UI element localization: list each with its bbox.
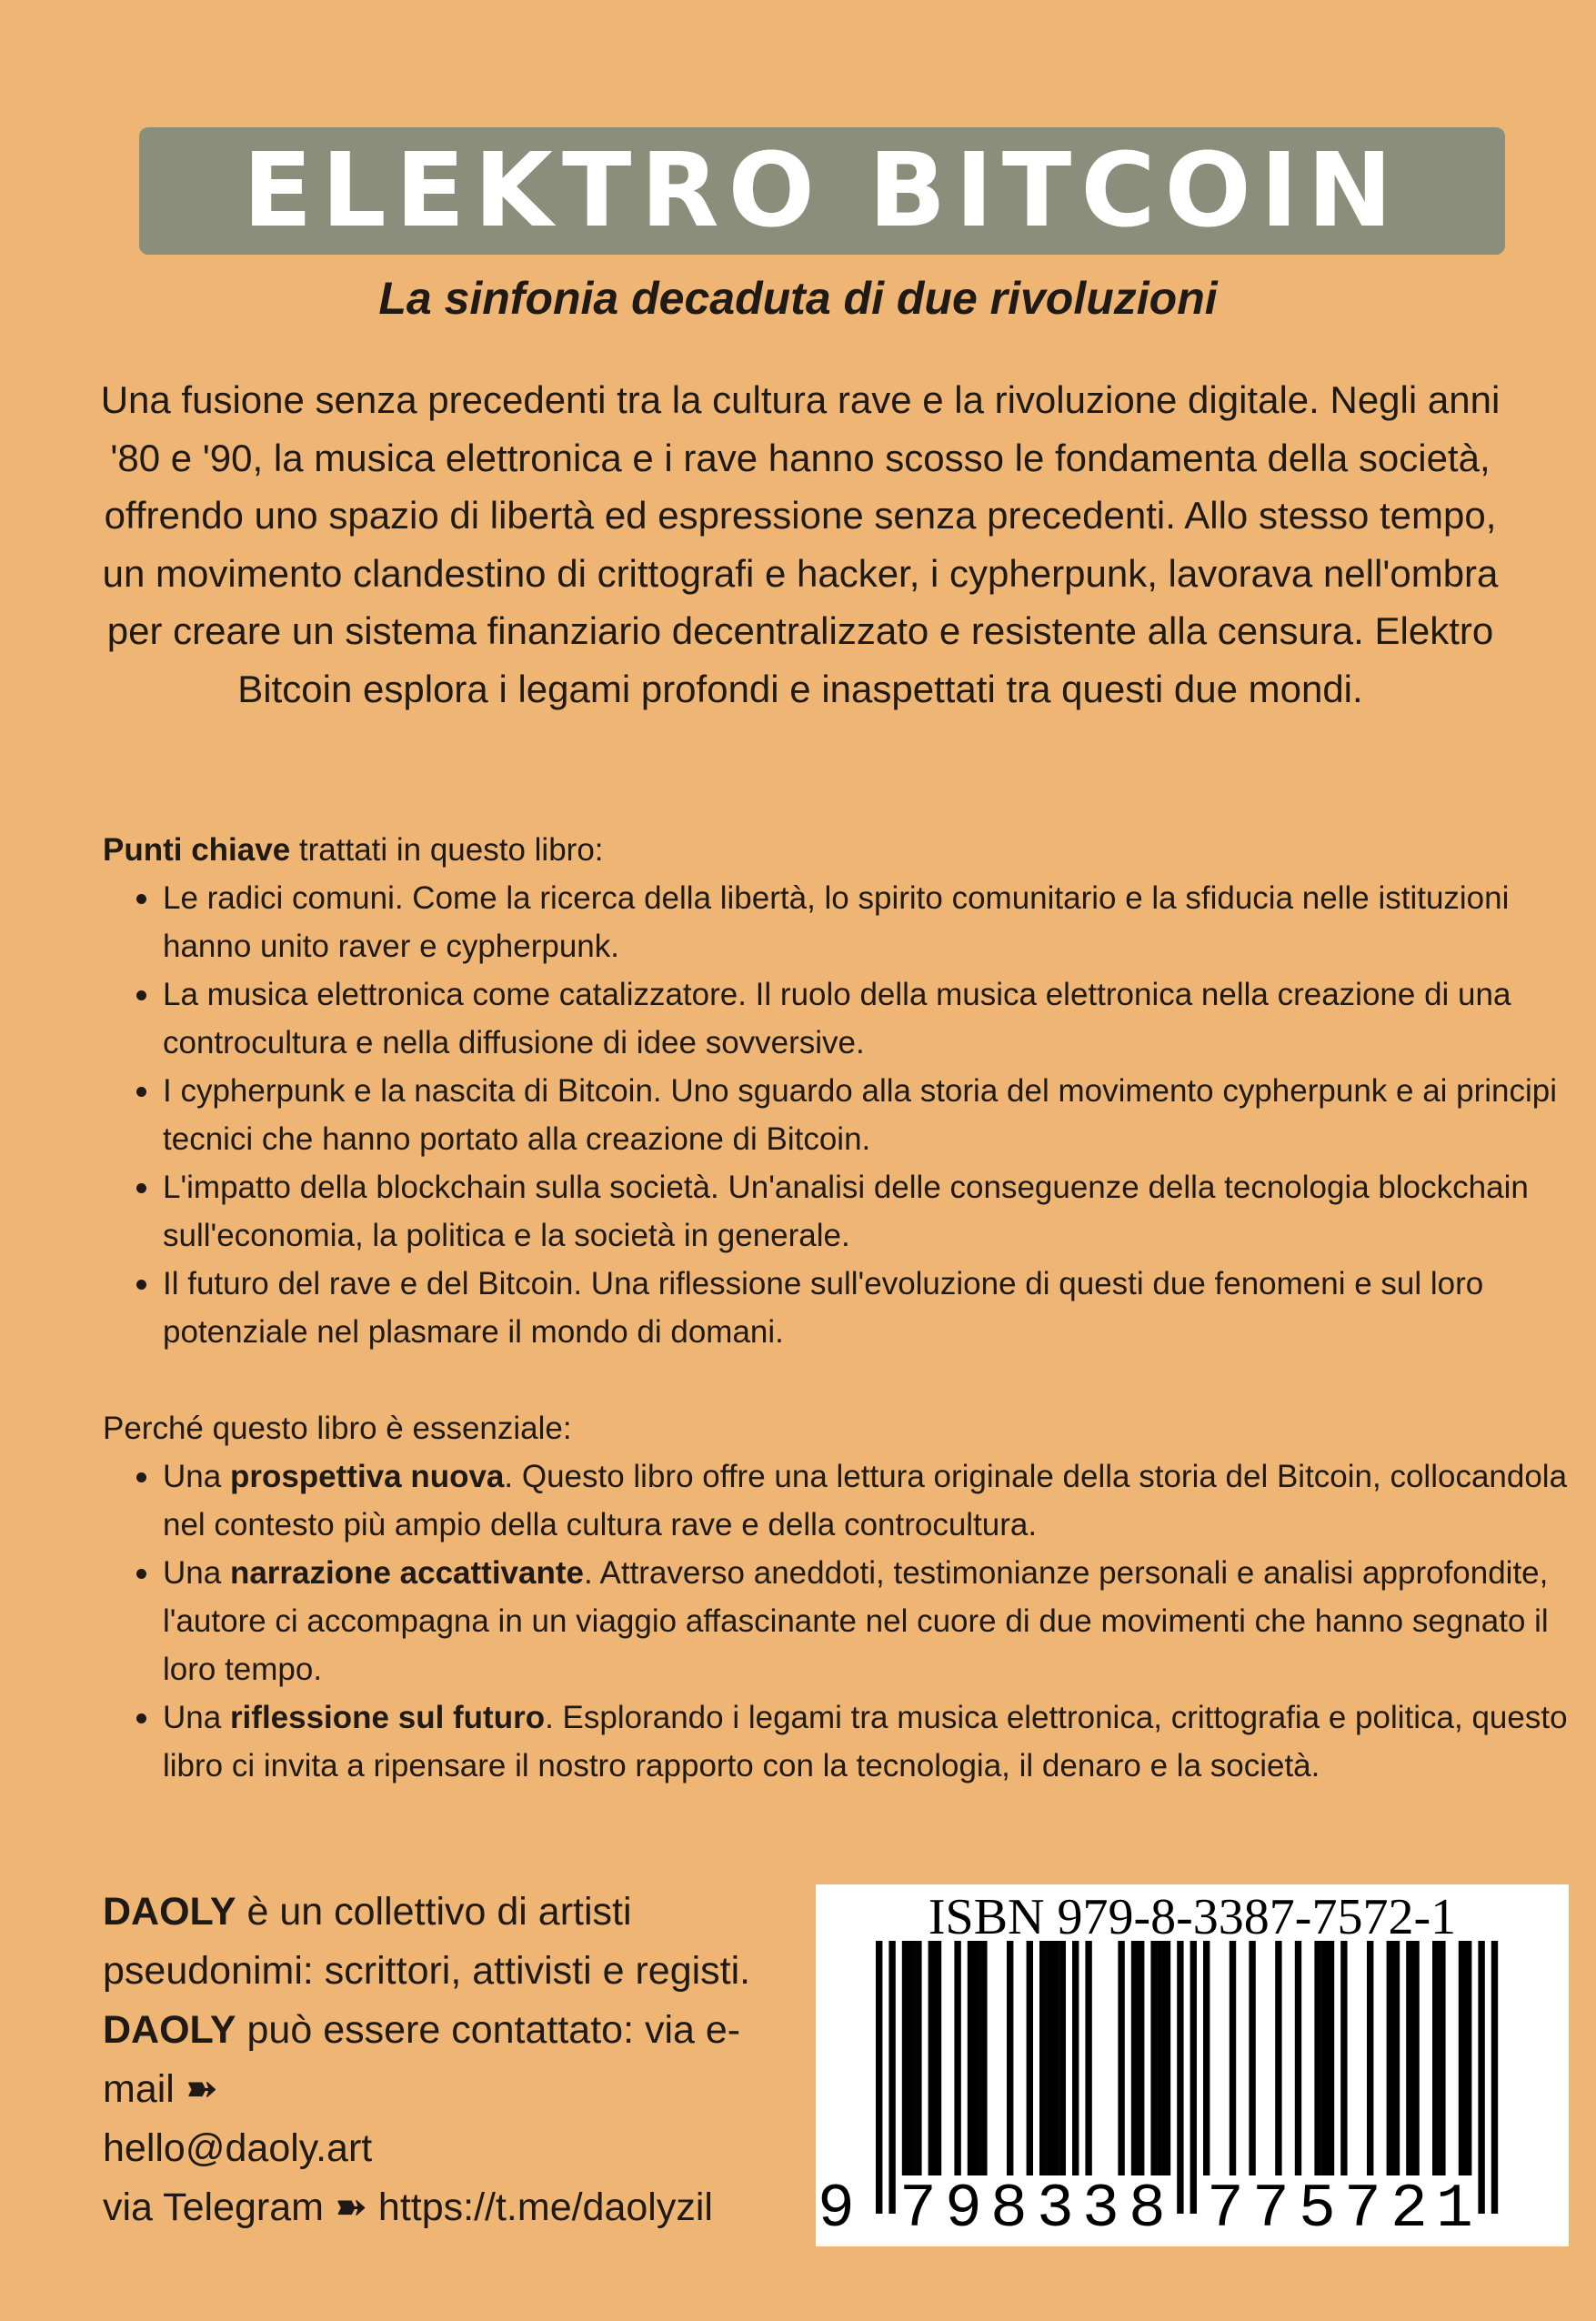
barcode-digits (816, 2174, 1569, 2246)
barcode-bar (1459, 1941, 1465, 2175)
barcode-bar (1275, 1941, 1281, 2175)
key-points-list (103, 874, 1585, 1356)
list-item (163, 1693, 1585, 1790)
key-points-lead-rest: trattati in questo libro: (290, 832, 604, 868)
why-essential-lead: Perché questo libro è essenziale: (103, 1411, 572, 1446)
barcode-bar (1412, 1941, 1419, 2175)
barcode-bar (1465, 1941, 1471, 2175)
barcode-guard-bar (888, 1941, 895, 2214)
barcode-bar (1150, 1941, 1157, 2175)
barcode-bar (1007, 1941, 1013, 2175)
list-item: La musica elettronica come catalizzatore. Il ruolo della musica elettronica nella creazione di una controcultura e nella diffusione di idee sovversive. (163, 970, 1585, 1067)
item-prefix: Una (163, 1700, 230, 1735)
barcode-digit: 9 (818, 2175, 855, 2245)
barcode-digit: 3 (1082, 2175, 1119, 2245)
author-text: è un collettivo di artisti pseudonimi: scrittori, attivisti e registi. (103, 1890, 751, 1993)
item-prefix: Una (163, 1459, 230, 1494)
barcode-bar (1072, 1941, 1079, 2175)
book-title: ELEKTRO BITCOIN (242, 132, 1402, 250)
barcode-bar (954, 1941, 960, 2175)
barcode-bar (1367, 1941, 1373, 2175)
barcode-bar (974, 1941, 980, 2175)
list-item: Le radici comuni. Come la ricerca della libertà, lo spirito comunitario e la sfiducia nelle istituzioni hanno unito raver e cypherpunk. (163, 874, 1585, 970)
barcode-bar (1406, 1941, 1412, 2175)
barcode-bar (1314, 1941, 1320, 2175)
barcode-bar (1321, 1941, 1328, 2175)
item-highlight: narrazione accattivante (229, 1555, 584, 1591)
barcode-digit: 9 (945, 2175, 982, 2245)
intro-paragraph: Una fusione senza precedenti tra la cultura rave e la rivoluzione digitale. Negli anni '80 e '90, la musica elettronica e i rave hanno scosso le fondamenta della società, offrendo uno spazio di libertà ed espressione senza precedenti. Allo stesso tempo, un movimento clandestino di crittografi e hacker, i cypherpunk, lavorava nell'ombra per creare un sistema finanziario decentralizzato e resistente alla censura. Elektro Bitcoin esplora i legami profondi e inaspettati tra questi due mondi. (100, 378, 1501, 710)
arrow-icon: ➽ (334, 2185, 367, 2229)
barcode-bar (908, 1941, 915, 2175)
barcode-bar (915, 1941, 921, 2175)
barcode-bar (1027, 1941, 1033, 2175)
list-item: L'impatto della blockchain sulla società. Un'analisi delle conseguenze della tecnologia blockchain sull'economia, la politica e la società in generale. (163, 1163, 1585, 1260)
barcode-bar (902, 1941, 908, 2175)
why-essential-section (103, 1404, 1585, 1790)
item-highlight: prospettiva nuova (229, 1459, 505, 1494)
barcode-digit: 7 (1207, 2175, 1244, 2245)
barcode-digit: 3 (1037, 2175, 1074, 2245)
barcode-bar (1432, 1941, 1439, 2175)
author-contact-text: può essere contattato: via e-mail (103, 2008, 741, 2111)
list-item: Il futuro del rave e del Bitcoin. Una riflessione sull'evoluzione di questi due fenomeni e sul loro potenziale nel plasmare il mondo di domani. (163, 1260, 1585, 1356)
isbn-barcode (816, 1884, 1569, 2246)
telegram-link: https://t.me/daolyzil (377, 2185, 713, 2229)
author-name: DAOLY (103, 2008, 236, 2052)
barcode-bar (1230, 1941, 1236, 2175)
why-essential-list (103, 1452, 1585, 1790)
author-name: DAOLY (103, 1890, 236, 1934)
barcode-digit: 8 (990, 2175, 1028, 2245)
barcode-guard-bar (1190, 1941, 1197, 2214)
author-paragraph (103, 1883, 794, 2237)
barcode-guard-bar (1177, 1941, 1183, 2214)
barcode-bar (928, 1941, 935, 2175)
barcode-bar (1295, 1941, 1301, 2175)
barcode-digit: 5 (1299, 2175, 1336, 2245)
item-highlight: riflessione sul futuro (229, 1700, 546, 1735)
key-points-lead-bold: Punti chiave (103, 832, 291, 868)
barcode-digit: 7 (1344, 2175, 1381, 2245)
barcode-bar (1085, 1941, 1091, 2175)
barcode-bar (1387, 1941, 1393, 2175)
telegram-label: via Telegram (103, 2185, 335, 2229)
barcode-bar (1131, 1941, 1138, 2175)
barcode-bar (980, 1941, 987, 2175)
item-text: . Attraverso aneddoti, testimonianze personali e analisi approfondite, l'autore ci accompagna in un viaggio affascinante nel cuore di due movimenti che hanno segnato il loro tempo. (163, 1555, 1549, 1687)
key-points-lead (103, 826, 1585, 874)
item-prefix: Una (163, 1555, 230, 1591)
author-bio (103, 1883, 794, 2237)
item-text: . Questo libro offre una lettura originale della storia del Bitcoin, collocandola nel contesto più ampio della cultura rave e della controcultura. (163, 1459, 1568, 1542)
barcode-bar (1059, 1941, 1066, 2175)
barcode-bar (1118, 1941, 1124, 2175)
barcode-bar (1340, 1941, 1347, 2175)
barcode-guard-bar (1478, 1941, 1484, 2214)
barcode-digit: 7 (899, 2175, 937, 2245)
barcode-bar (1439, 1941, 1445, 2175)
barcode-bar (1203, 1941, 1210, 2175)
book-subtitle: La sinfonia decaduta di due rivoluzioni (378, 273, 1218, 324)
barcode-bar (1039, 1941, 1046, 2175)
barcode-bar (935, 1941, 941, 2175)
barcode-bar (1052, 1941, 1059, 2175)
barcode-bar (1393, 1941, 1400, 2175)
item-text: . Esplorando i legami tra musica elettronica, crittografia e politica, questo libro ci invita a ripensare il nostro rapporto con la tecnologia, il denaro e la società. (163, 1700, 1568, 1783)
barcode-bar (1046, 1941, 1052, 2175)
barcode-guard-bar (876, 1941, 882, 2214)
barcode-bar (1164, 1941, 1170, 2175)
isbn-label: ISBN 979-8-3387-7572-1 (928, 1889, 1457, 1945)
author-email: hello@daoly.art (103, 2126, 373, 2170)
barcode-guard-bar (1491, 1941, 1498, 2214)
barcode-bar (1138, 1941, 1144, 2175)
barcode-bar (968, 1941, 974, 2175)
barcode-digit: 8 (1129, 2175, 1166, 2245)
key-points-section (103, 826, 1585, 1356)
barcode-digit: 2 (1390, 2175, 1428, 2245)
list-item (163, 1549, 1585, 1693)
barcode-digit: 7 (1252, 2175, 1290, 2245)
barcode-bar (1328, 1941, 1334, 2175)
barcode-bar (1158, 1941, 1164, 2175)
title-banner (139, 127, 1505, 255)
arrow-icon: ➽ (185, 2067, 218, 2111)
list-item: I cypherpunk e la nascita di Bitcoin. Uno sguardo alla storia del movimento cypherpunk e ai principi tecnici che hanno portato alla creazione di Bitcoin. (163, 1067, 1585, 1163)
list-item (163, 1452, 1585, 1549)
barcode-digit: 1 (1436, 2175, 1473, 2245)
barcode-bar (1249, 1941, 1255, 2175)
